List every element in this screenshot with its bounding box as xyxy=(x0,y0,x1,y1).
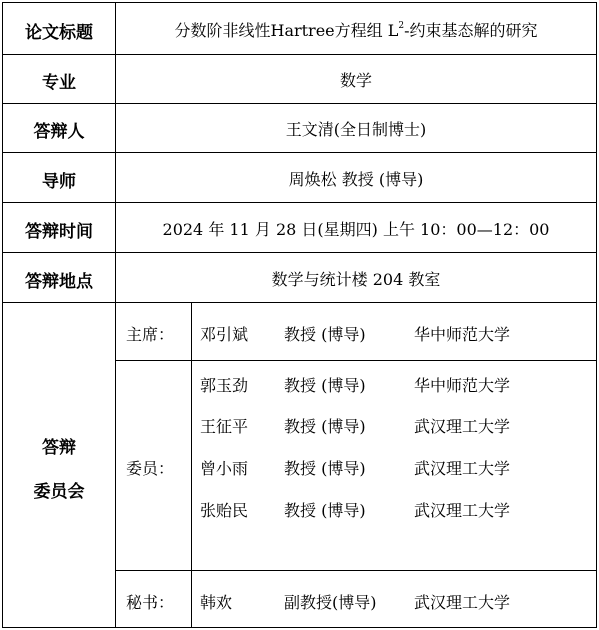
committee-divider xyxy=(115,570,597,571)
thesis-title-superscript: 2 xyxy=(398,21,405,31)
member-org: 武汉理工大学 xyxy=(414,459,511,478)
major-value: 数学 xyxy=(339,71,373,90)
thesis-title-text-tail: -约束基态解的研究 xyxy=(404,21,538,40)
time-value: 2024 年 11 月 28 日(星期四) 上午 10：00—12：00 xyxy=(162,220,550,239)
member-name: 郭玉劲 xyxy=(200,376,249,395)
table-border-bottom xyxy=(2,627,597,628)
label-defender: 答辩人 xyxy=(33,122,85,142)
row-divider xyxy=(2,302,597,303)
advisor-value: 周焕松 教授 (博导) xyxy=(288,170,424,189)
label-major: 专业 xyxy=(42,73,76,93)
thesis-title-value xyxy=(174,18,537,41)
member-org: 华中师范大学 xyxy=(414,376,511,395)
chair-role: 主席： xyxy=(126,325,175,344)
defender-value: 王文清(全日制博士) xyxy=(285,120,427,139)
row-divider xyxy=(2,252,597,253)
label-committee-line2: 委员会 xyxy=(33,482,85,502)
secretary-title: 副教授(博导) xyxy=(284,593,377,612)
member-title: 教授 (博导) xyxy=(284,417,366,436)
row-divider xyxy=(2,152,597,153)
row-divider xyxy=(2,54,597,55)
member-name: 曾小雨 xyxy=(200,459,249,478)
place-value: 数学与统计楼 204 教室 xyxy=(271,270,441,289)
secretary-name: 韩欢 xyxy=(200,593,233,612)
row-divider xyxy=(2,103,597,104)
member-title: 教授 (博导) xyxy=(284,459,366,478)
table-border-right xyxy=(596,2,597,628)
thesis-title-text: 分数阶非线性Hartree方程组 L xyxy=(174,21,399,40)
secretary-role: 秘书： xyxy=(126,593,175,612)
member-org: 武汉理工大学 xyxy=(414,501,511,520)
committee-divider xyxy=(115,360,597,361)
label-title: 论文标题 xyxy=(25,23,93,43)
table-border-top xyxy=(2,2,597,3)
row-divider xyxy=(2,202,597,203)
member-title: 教授 (博导) xyxy=(284,376,366,395)
role-column-divider xyxy=(191,302,192,628)
label-advisor: 导师 xyxy=(42,172,76,192)
member-org: 武汉理工大学 xyxy=(414,417,511,436)
chair-name: 邓引斌 xyxy=(200,325,249,344)
column-divider xyxy=(115,2,116,628)
table-border-left xyxy=(2,2,3,628)
secretary-org: 武汉理工大学 xyxy=(414,593,511,612)
chair-title: 教授 (博导) xyxy=(284,325,366,344)
label-place: 答辩地点 xyxy=(25,272,93,292)
member-name: 王征平 xyxy=(200,417,249,436)
member-name: 张贻民 xyxy=(200,501,249,520)
chair-org: 华中师范大学 xyxy=(414,325,511,344)
label-committee-line1: 答辩 xyxy=(42,438,76,458)
member-title: 教授 (博导) xyxy=(284,501,366,520)
label-time: 答辩时间 xyxy=(25,222,93,242)
members-role: 委员： xyxy=(126,459,175,478)
